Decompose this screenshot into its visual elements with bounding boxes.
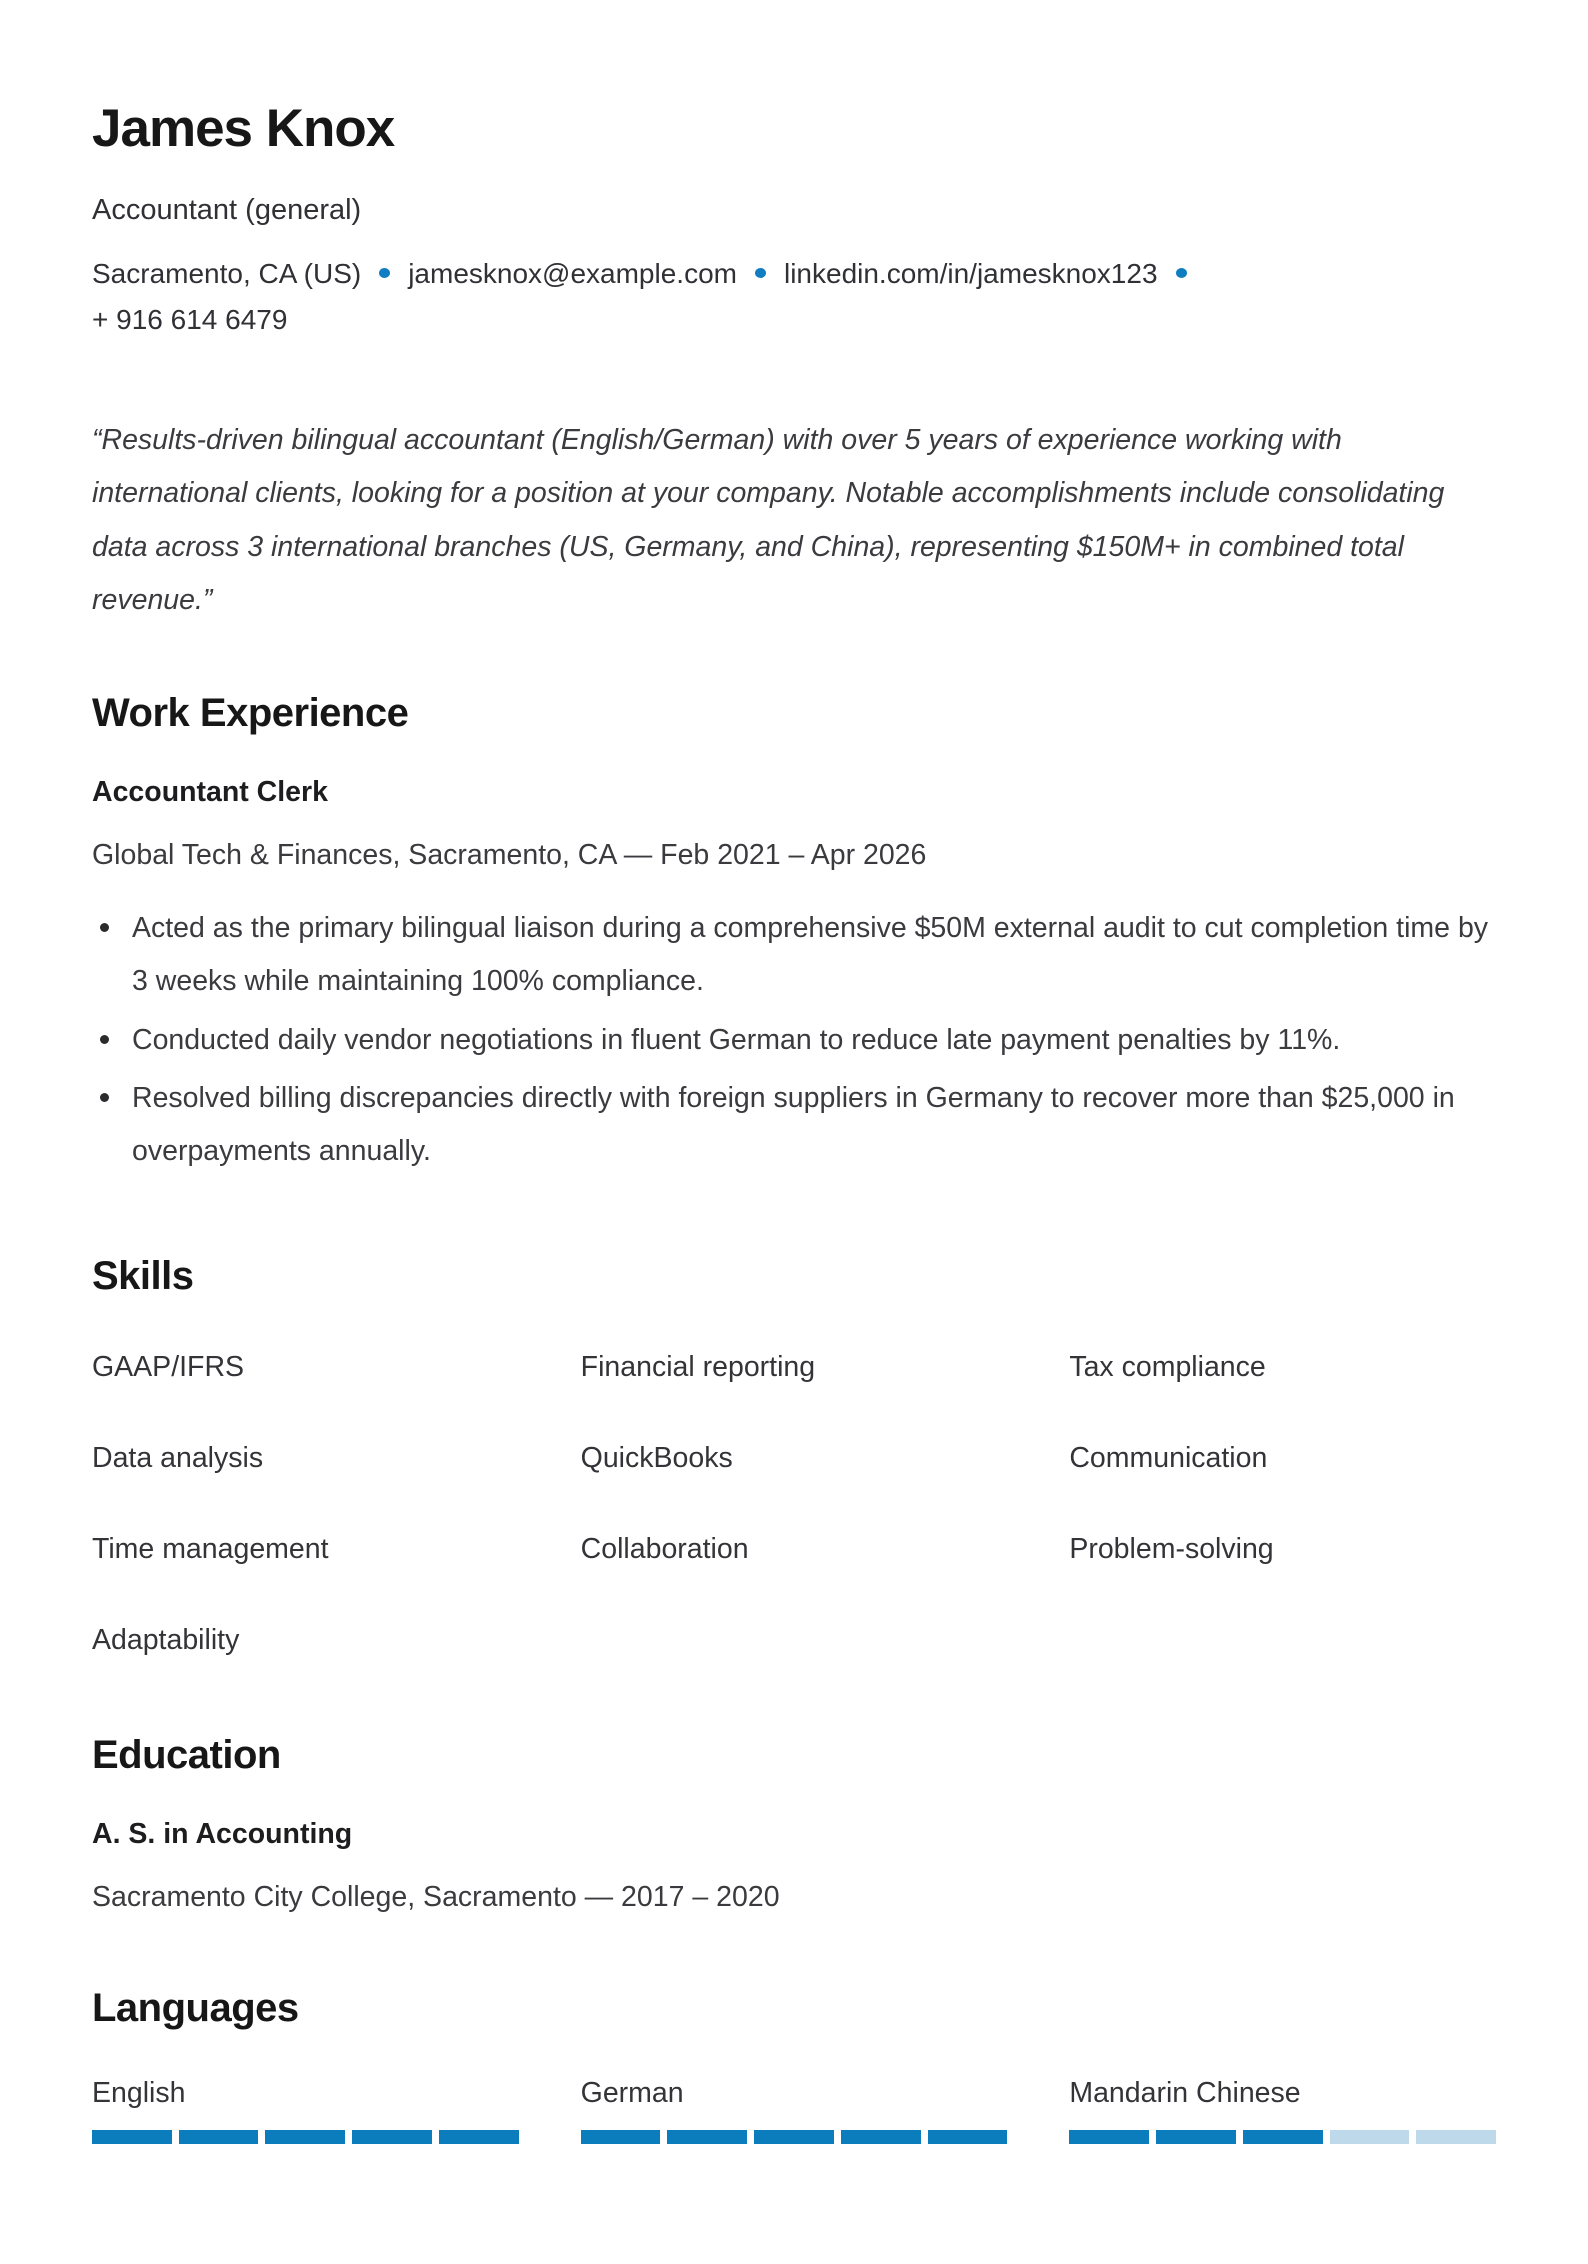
- language-level-segment: [928, 2130, 1008, 2144]
- language-level-bar: [92, 2130, 519, 2144]
- skill-item: Financial reporting: [580, 1350, 816, 1383]
- contact-row-1: [92, 251, 1496, 296]
- skill-item: Tax compliance: [1069, 1350, 1266, 1383]
- skill-item: Problem-solving: [1069, 1532, 1274, 1565]
- languages-grid: [92, 2077, 1496, 2144]
- language-level-segment: [667, 2130, 747, 2144]
- work-experience-heading: Work Experience: [92, 691, 409, 736]
- language-level-segment: [581, 2130, 661, 2144]
- language-level-segment: [1069, 2130, 1149, 2144]
- dot-separator-icon: [1176, 268, 1187, 278]
- language-name: German: [580, 2076, 684, 2109]
- job-bullet: Acted as the primary bilingual liaison during a comprehensive $50M external audit to cut completion time by 3 weeks while maintaining 100% compliance.: [92, 902, 1496, 1007]
- summary-quote: “Results-driven bilingual accountant (English/German) with over 5 years of experience working with international clients, looking for a position at your company. Notable accomplishments include consolidating data across 3 international branches (US, Germany, and China), representing $150M+ in combined total revenue.”: [92, 424, 1445, 616]
- education-degree: A. S. in Accounting: [92, 1817, 353, 1850]
- language-entry: [92, 2077, 519, 2144]
- resume-header: [92, 100, 1496, 342]
- education-school-line: Sacramento City College, Sacramento — 2017 – 2020: [92, 1880, 780, 1913]
- candidate-job-title: Accountant (general): [92, 194, 362, 227]
- language-level-segment: [841, 2130, 921, 2144]
- contact-linkedin: linkedin.com/in/jamesknox123: [783, 258, 1158, 290]
- skills-heading: Skills: [92, 1253, 194, 1298]
- language-level-segment: [1243, 2130, 1323, 2144]
- skill-item: Adaptability: [92, 1623, 240, 1656]
- language-level-segment: [352, 2130, 432, 2144]
- skills-section: [92, 1254, 1496, 1657]
- language-level-segment: [439, 2130, 519, 2144]
- dot-separator-icon: [379, 268, 390, 278]
- contact-location: Sacramento, CA (US): [92, 258, 362, 290]
- skills-grid: [92, 1351, 1496, 1657]
- language-level-segment: [92, 2130, 172, 2144]
- language-level-bar: [581, 2130, 1008, 2144]
- job-bullet: Resolved billing discrepancies directly with foreign suppliers in Germany to recover more than $25,000 in overpayments annually.: [92, 1072, 1496, 1177]
- language-entry: [1069, 2077, 1496, 2144]
- language-level-bar: [1069, 2130, 1496, 2144]
- contact-phone: + 916 614 6479: [92, 303, 288, 335]
- languages-heading: Languages: [92, 1985, 299, 2030]
- skill-item: GAAP/IFRS: [92, 1350, 245, 1383]
- job-bullet-list: [92, 902, 1496, 1178]
- language-name: English: [92, 2076, 186, 2109]
- contact-email: jamesknox@example.com: [408, 258, 737, 290]
- work-experience-section: [92, 691, 1496, 1178]
- language-entry: [581, 2077, 1008, 2144]
- language-name: Mandarin Chinese: [1069, 2076, 1301, 2109]
- dot-separator-icon: [755, 268, 766, 278]
- skill-item: Data analysis: [92, 1441, 264, 1474]
- language-level-segment: [754, 2130, 834, 2144]
- job-entry: [92, 776, 1496, 1178]
- skill-item: Collaboration: [580, 1532, 749, 1565]
- language-level-segment: [1330, 2130, 1410, 2144]
- education-section: [92, 1733, 1496, 1914]
- language-level-segment: [1156, 2130, 1236, 2144]
- language-level-segment: [179, 2130, 259, 2144]
- language-level-segment: [265, 2130, 345, 2144]
- skill-item: Communication: [1069, 1441, 1268, 1474]
- candidate-name: James Knox: [92, 99, 395, 158]
- contact-line: [92, 251, 1496, 342]
- education-heading: Education: [92, 1732, 281, 1777]
- job-title: Accountant Clerk: [92, 776, 328, 809]
- language-level-segment: [1416, 2130, 1496, 2144]
- skill-item: Time management: [92, 1532, 329, 1565]
- languages-section: [92, 1986, 1496, 2144]
- contact-row-2: [92, 297, 1496, 342]
- skill-item: QuickBooks: [580, 1441, 733, 1474]
- job-company-line: Global Tech & Finances, Sacramento, CA — Feb 2021 – Apr 2026: [92, 839, 927, 872]
- job-bullet: Conducted daily vendor negotiations in fluent German to reduce late payment penalties by 11%.: [92, 1014, 1496, 1067]
